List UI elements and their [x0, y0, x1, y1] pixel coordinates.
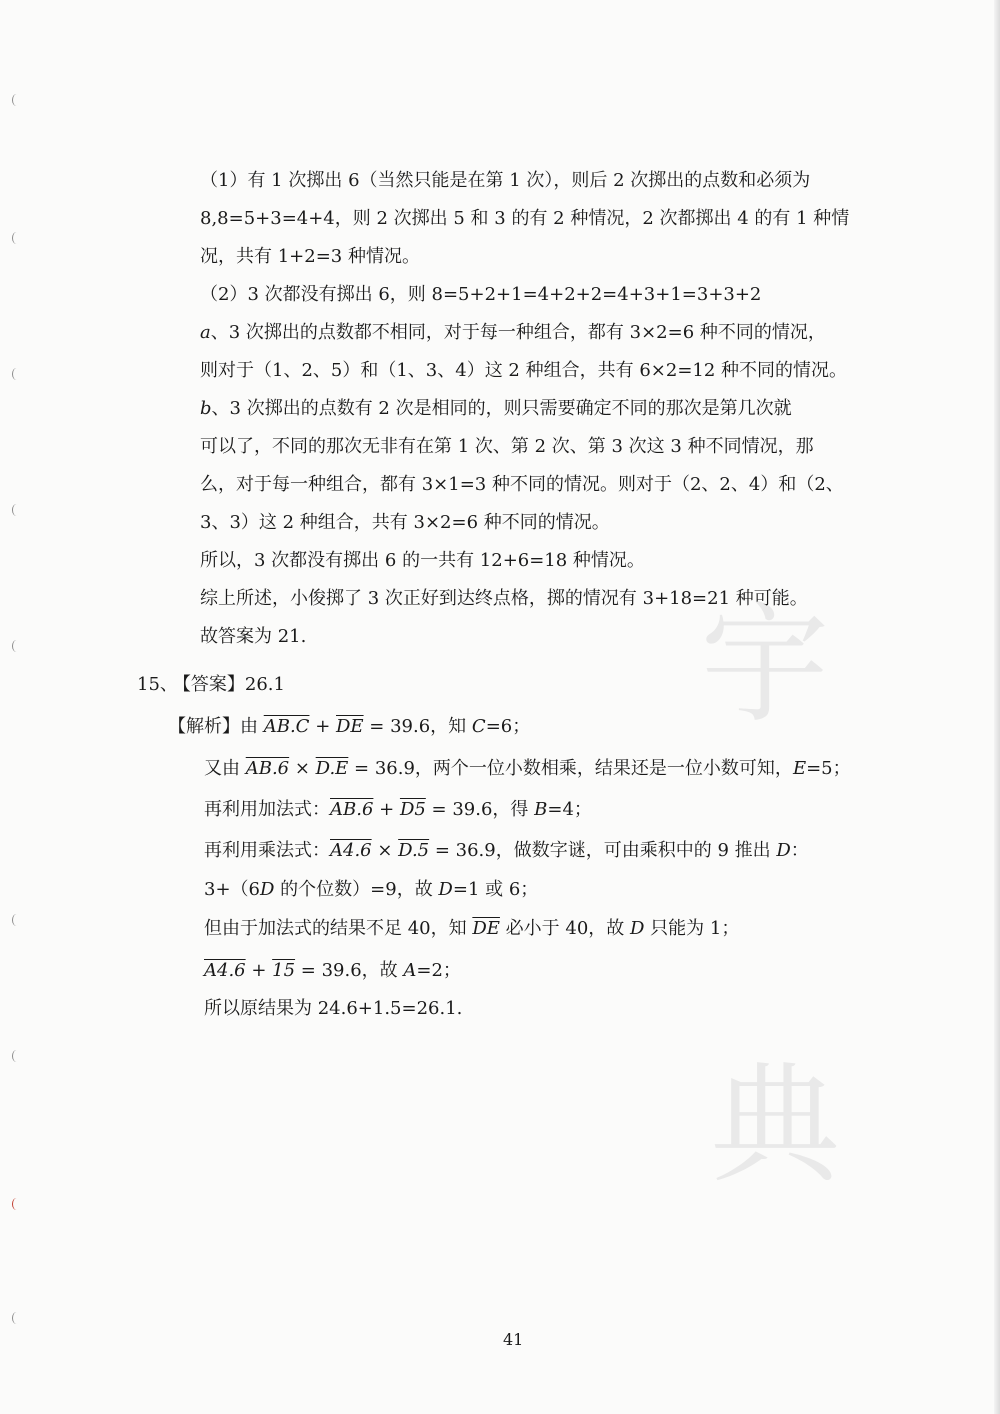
- analysis-label: 【解析】: [168, 716, 240, 737]
- text-span: 再利用乘法式：: [204, 840, 330, 861]
- text-span: 必小于 40，故: [499, 918, 631, 939]
- variable: D: [260, 879, 275, 900]
- binding-hole: [12, 1312, 21, 1324]
- text-span: =5；: [806, 758, 851, 779]
- answer-value: 26.1: [244, 674, 285, 695]
- variable: A: [403, 960, 417, 981]
- binding-hole: [12, 1198, 21, 1210]
- text-line: （2）3 次都没有掷出 6，则 8=5+2+1=4+2+2=4+3+1=3+3+2: [200, 284, 762, 305]
- page-edge-shadow: [994, 0, 1000, 1414]
- text-span: 、3 次掷出的点数都不相同，对于每一种组合，都有 3×2=6 种不同的情况，: [210, 322, 826, 343]
- text-line: （1）有 1 次掷出 6（当然只能是在第 1 次），则后 2 次掷出的点数和必须为: [200, 170, 811, 191]
- overline-number: AB.6: [330, 799, 374, 820]
- text-span: 3+（6: [204, 879, 260, 900]
- text-line: 综上所述，小俊掷了 3 次正好到达终点格，掷的情况有 3+18=21 种可能。: [200, 588, 808, 609]
- binding-hole: [12, 232, 21, 244]
- variable: E: [792, 758, 807, 779]
- overline-number: D.5: [398, 840, 430, 861]
- text-span: 再利用加法式：: [204, 799, 330, 820]
- overline-number: AB.C: [263, 716, 310, 737]
- text-span: =4；: [547, 799, 592, 820]
- overline-number: A4.6: [204, 960, 246, 981]
- text-span: 的个位数）=9，故: [274, 879, 439, 900]
- analysis-line-8: 所以原结果为 24.6+1.5=26.1.: [204, 998, 463, 1019]
- overline-number: D5: [399, 799, 426, 820]
- analysis-line-6: [204, 916, 739, 942]
- text-span: 由: [240, 716, 264, 737]
- text-line: 故答案为 21.: [200, 626, 307, 647]
- text-span: ：: [790, 840, 809, 861]
- text-span: = 39.6，故: [295, 960, 404, 981]
- watermark-char: 典: [710, 1049, 841, 1201]
- variable: D: [776, 840, 791, 861]
- text-span: ×: [371, 840, 399, 861]
- variable: D: [630, 918, 645, 939]
- text-span: =6；: [485, 716, 531, 737]
- overline-number: $\overline{DE}$: [336, 716, 364, 737]
- text-line: 则对于（1、2、5）和（1、3、4）这 2 种组合，共有 6×2=12 种不同的情况。: [200, 360, 848, 381]
- binding-hole: [12, 368, 21, 380]
- binding-holes: [12, 0, 32, 1414]
- text-span: =1 或 6；: [452, 879, 539, 900]
- text-line: 8,8=5+3=4+4，则 2 次掷出 5 和 3 的有 2 种情况，2 次都掷出 4 的有 1 种情: [200, 208, 850, 229]
- binding-hole: [12, 640, 21, 652]
- variable: C: [471, 716, 486, 737]
- text-span: +: [373, 799, 400, 820]
- text-line: 3、3）这 2 种组合，共有 3×2=6 种不同的情况。: [200, 512, 610, 533]
- text-span: = 36.9，两个一位小数相乘，结果还是一位小数可知，: [348, 758, 793, 779]
- question-number: 15、: [137, 674, 178, 695]
- text-span: +: [245, 960, 273, 981]
- text-span: +: [309, 716, 336, 737]
- answer-label: 【答案】: [181, 674, 245, 695]
- variable: b: [200, 398, 212, 419]
- variable: B: [534, 799, 548, 820]
- overline-number: D.E: [315, 758, 349, 779]
- text-span: = 36.9，做数字谜，可由乘积中的 9 推出: [429, 840, 777, 861]
- text-line: 可以了，不同的那次无非有在第 1 次、第 2 次、第 3 次这 3 种不同情况，那: [200, 436, 814, 457]
- binding-hole: [12, 94, 21, 106]
- watermark-char: 宇: [700, 589, 831, 741]
- variable: a: [200, 322, 211, 343]
- text-span: 但由于加法式的结果不足 40，知: [204, 918, 473, 939]
- text-span: =2；: [416, 960, 461, 981]
- text-line: [200, 320, 849, 358]
- text-span: = 39.6，知: [363, 716, 472, 737]
- overline-number: AB.6: [245, 758, 290, 779]
- binding-hole: [12, 504, 21, 516]
- text-span: 、3 次掷出的点数有 2 次是相同的，则只需要确定不同的那次是第几次就: [211, 398, 792, 419]
- text-span: = 39.6，得: [425, 799, 535, 820]
- text-line: 况，共有 1+2=3 种情况。: [200, 246, 420, 267]
- analysis-line-2: [204, 756, 851, 782]
- question-15-answer: [137, 672, 285, 698]
- analysis-line-3: [204, 797, 592, 823]
- overline-number: A4.6: [330, 840, 372, 861]
- binding-hole: [12, 914, 21, 926]
- text-span: 又由: [204, 758, 246, 779]
- text-span: 只能为 1；: [644, 918, 740, 939]
- overline-number: $\overline{DE}$: [472, 918, 500, 939]
- solution-part1: [200, 168, 849, 662]
- binding-hole: [12, 1050, 21, 1062]
- text-line: [200, 396, 849, 434]
- analysis-line-4: [204, 838, 809, 864]
- text-span: ×: [289, 758, 316, 779]
- analysis-line-7: [204, 958, 461, 984]
- variable: D: [438, 879, 453, 900]
- page-number: 41: [503, 1330, 524, 1349]
- analysis-line-1: [168, 714, 530, 740]
- text-line: 所以，3 次都没有掷出 6 的一共有 12+6=18 种情况。: [200, 550, 645, 571]
- text-line: 么，对于每一种组合，都有 3×1=3 种不同的情况。则对于（2、2、4）和（2、: [200, 474, 844, 495]
- overline-number: 15: [272, 960, 296, 981]
- analysis-line-5: [204, 877, 538, 903]
